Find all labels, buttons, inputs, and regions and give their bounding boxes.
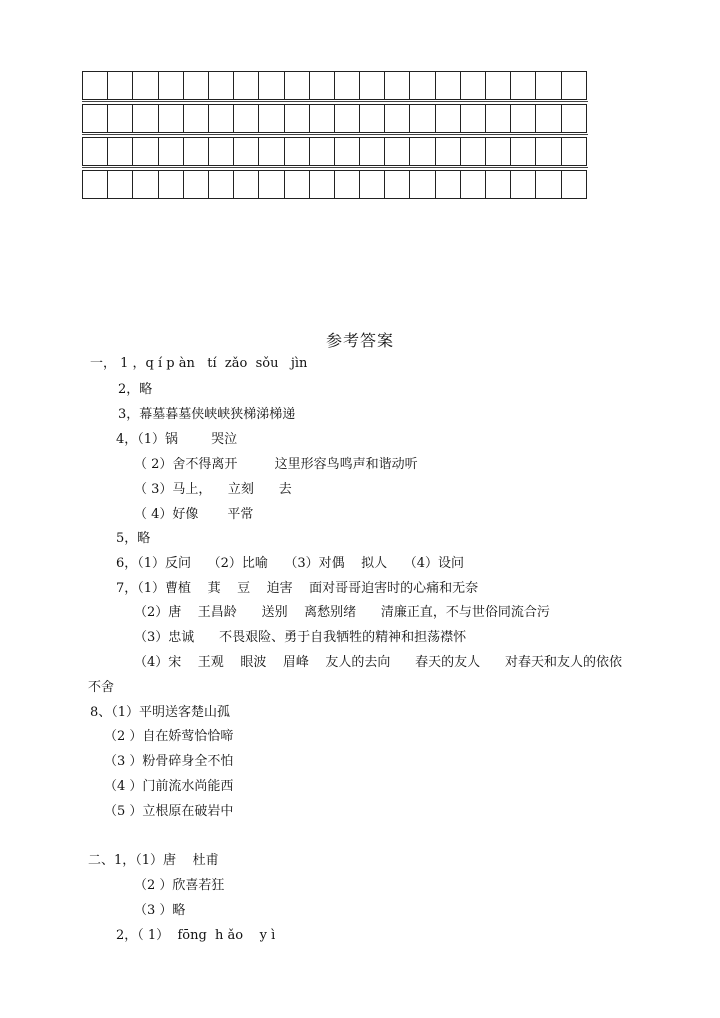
grid-cell	[335, 72, 360, 99]
grid-cell	[385, 72, 410, 99]
grid-rule	[82, 101, 588, 102]
answer-line: （2 ）自在娇莺恰恰啼	[104, 729, 234, 744]
answer-line: （ 4）好像 平常	[134, 507, 254, 522]
grid-cell	[385, 105, 410, 132]
grid-cell	[436, 138, 461, 165]
grid-cell	[410, 138, 435, 165]
grid-cell	[536, 171, 561, 198]
grid-cell	[310, 171, 335, 198]
answer-line: （4）宋 王观 眼波 眉峰 友人的去向 春天的友人 对春天和友人的依依	[134, 655, 622, 670]
grid-cell	[259, 138, 284, 165]
grid-cell	[234, 105, 259, 132]
grid-cell	[310, 138, 335, 165]
grid-cell	[83, 171, 108, 198]
grid-cell	[536, 138, 561, 165]
grid-cell	[259, 72, 284, 99]
grid-cell	[83, 138, 108, 165]
grid-cell	[360, 138, 385, 165]
grid-row	[82, 71, 587, 100]
grid-cell	[83, 72, 108, 99]
grid-cell	[184, 138, 209, 165]
answer-line: 4，（1）锅 哭泣	[116, 432, 238, 447]
answer-line: （2 ）欣喜若狂	[134, 878, 225, 893]
grid-cell	[159, 72, 184, 99]
grid-cell	[234, 72, 259, 99]
grid-cell	[385, 138, 410, 165]
grid-cell	[562, 171, 587, 198]
answer-line: （3 ）略	[134, 903, 186, 918]
answer-line: （2）唐 王昌龄 送别 离愁别绪 清廉正直，不与世俗同流合污	[134, 605, 550, 620]
grid-cell	[259, 171, 284, 198]
grid-cell	[310, 72, 335, 99]
grid-cell	[360, 171, 385, 198]
grid-cell	[285, 105, 310, 132]
grid-cell	[184, 72, 209, 99]
answer-line: （3 ）粉骨碎身全不怕	[104, 754, 234, 769]
grid-cell	[133, 138, 158, 165]
grid-cell	[511, 105, 536, 132]
grid-cell	[511, 138, 536, 165]
grid-cell	[133, 171, 158, 198]
grid-cell	[562, 138, 587, 165]
grid-cell	[335, 138, 360, 165]
grid-cell	[133, 105, 158, 132]
grid-cell	[436, 105, 461, 132]
grid-cell	[234, 171, 259, 198]
grid-cell	[108, 105, 133, 132]
answer-line: 不舍	[88, 680, 115, 695]
grid-row	[82, 104, 587, 133]
grid-cell	[335, 105, 360, 132]
grid-cell	[184, 171, 209, 198]
grid-cell	[436, 171, 461, 198]
grid-rule	[82, 167, 588, 168]
answer-line: （4 ）门前流水尚能西	[104, 779, 234, 794]
grid-cell	[410, 105, 435, 132]
grid-cell	[410, 72, 435, 99]
grid-cell	[285, 138, 310, 165]
answer-line: 一， 1 ，q í p àn tí zǎo sǒu jìn	[90, 356, 308, 371]
grid-cell	[536, 72, 561, 99]
grid-cell	[410, 171, 435, 198]
grid-cell	[335, 171, 360, 198]
grid-cell	[461, 105, 486, 132]
grid-cell	[108, 72, 133, 99]
answer-line: （ 2）舍不得离开 这里形容鸟鸣声和谐动听	[134, 457, 418, 472]
grid-cell	[562, 105, 587, 132]
grid-cell	[108, 138, 133, 165]
grid-cell	[486, 171, 511, 198]
grid-cell	[486, 105, 511, 132]
grid-cell	[108, 171, 133, 198]
grid-rule	[82, 134, 588, 135]
answer-line: 3，幕墓暮墓侠峡峡狭梯涕梯递	[118, 407, 296, 422]
answer-line: 8、（1）平明送客楚山孤	[90, 705, 231, 720]
answer-line: （3）忠诚 不畏艰险、勇于自我牺牲的精神和担荡襟怀	[134, 630, 467, 645]
grid-cell	[486, 138, 511, 165]
grid-cell	[133, 72, 158, 99]
grid-cell	[461, 138, 486, 165]
grid-cell	[436, 72, 461, 99]
answer-line: （ 3）马上， 立刻 去	[134, 482, 292, 497]
grid-cell	[360, 72, 385, 99]
grid-cell	[562, 72, 587, 99]
grid-cell	[285, 72, 310, 99]
grid-cell	[209, 105, 234, 132]
answer-line: 5，略	[116, 531, 151, 546]
grid-cell	[385, 171, 410, 198]
grid-cell	[209, 72, 234, 99]
grid-cell	[461, 171, 486, 198]
answer-line: 7，（1）曹植 萁 豆 迫害 面对哥哥迫害时的心痛和无奈	[116, 581, 479, 596]
grid-cell	[461, 72, 486, 99]
answer-line: 6，（1）反问 （2）比喻 （3）对偶 拟人 （4）设问	[116, 556, 464, 571]
grid-cell	[285, 171, 310, 198]
grid-cell	[511, 72, 536, 99]
grid-cell	[159, 138, 184, 165]
grid-cell	[310, 105, 335, 132]
grid-row	[82, 170, 587, 199]
answer-line: （5 ）立根原在破岩中	[104, 804, 234, 819]
answer-line: 二、1，（1）唐 杜甫	[88, 853, 219, 868]
grid-cell	[234, 138, 259, 165]
grid-cell	[83, 105, 108, 132]
grid-cell	[511, 171, 536, 198]
grid-cell	[259, 105, 284, 132]
grid-cell	[209, 171, 234, 198]
grid-cell	[486, 72, 511, 99]
answer-line: 2，（ 1） fōng h ǎo y ì	[116, 928, 276, 943]
grid-cell	[536, 105, 561, 132]
grid-cell	[360, 105, 385, 132]
grid-row	[82, 137, 587, 166]
answer-line: 2，略	[118, 382, 153, 397]
page-title: 参考答案	[325, 331, 394, 350]
grid-cell	[184, 105, 209, 132]
grid-cell	[159, 105, 184, 132]
grid-cell	[209, 138, 234, 165]
grid-cell	[159, 171, 184, 198]
